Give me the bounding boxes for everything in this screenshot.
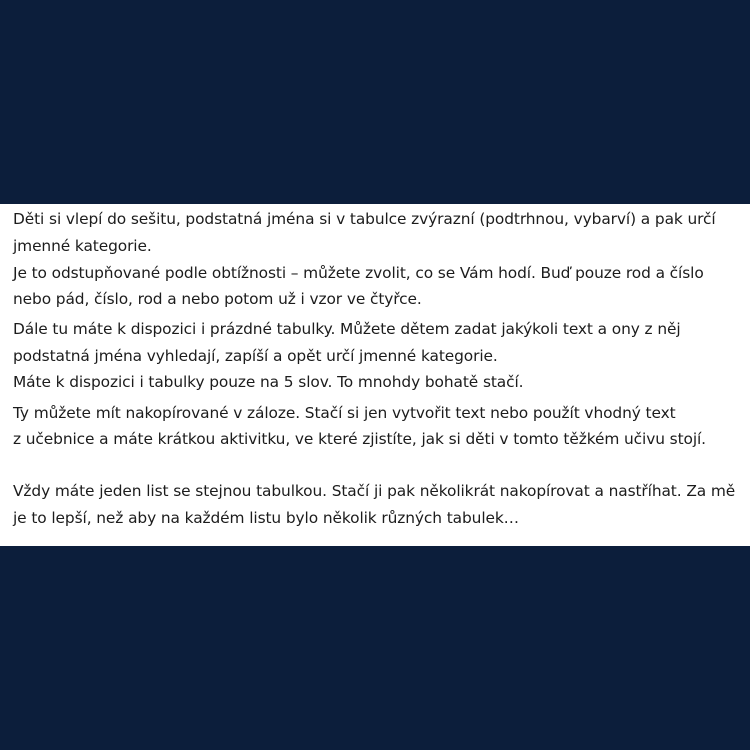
text-line: je to lepší, než aby na každém listu bylo několik různých tabulek… [13, 509, 519, 527]
text-panel [0, 204, 750, 546]
text-line: Máte k dispozici i tabulky pouze na 5 slov. To mnohdy bohatě stačí. [13, 373, 524, 391]
text-line: Vždy máte jeden list se stejnou tabulkou. Stačí ji pak několikrát nakopírovat a nastříhat. Za mě [13, 482, 736, 500]
text-line: nebo pád, číslo, rod a nebo potom už i vzor ve čtyřce. [13, 290, 422, 308]
text-line: Je to odstupňované podle obtížnosti – můžete zvolit, co se Vám hodí. Buď pouze rod a číslo [13, 264, 704, 282]
text-line: Děti si vlepí do sešitu, podstatná jména si v tabulce zvýrazní (podtrhnou, vybarví) a pak určí [13, 210, 716, 228]
text-line: podstatná jména vyhledají, zapíší a opět určí jmenné kategorie. [13, 347, 498, 365]
text-line: Ty můžete mít nakopírované v záloze. Stačí si jen vytvořit text nebo použít vhodný text [13, 404, 676, 422]
text-line: jmenné kategorie. [13, 237, 152, 255]
text-line: Dále tu máte k dispozici i prázdné tabulky. Můžete dětem zadat jakýkoli text a ony z něj [13, 320, 681, 338]
text-line: z učebnice a máte krátkou aktivitku, ve které zjistíte, jak si děti v tomto těžkém učivu stojí. [13, 430, 706, 448]
